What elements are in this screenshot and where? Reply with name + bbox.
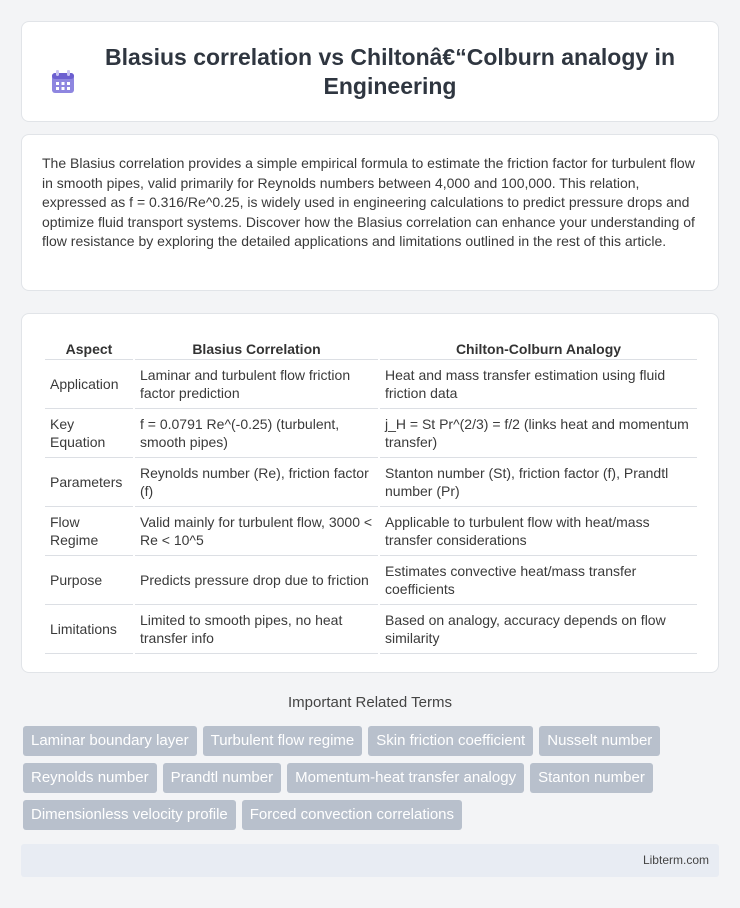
cell-chilton: Based on analogy, accuracy depends on flow similarity [380,605,697,654]
table-header-row [45,332,697,360]
table-row [45,556,697,605]
table-row [45,507,697,556]
related-term-tag[interactable]: Prandtl number [163,763,282,793]
table-row [45,458,697,507]
header-blasius: Blasius Correlation [135,332,378,360]
cell-blasius: Limited to smooth pipes, no heat transfer info [135,605,378,654]
cell-chilton: Applicable to turbulent flow with heat/mass transfer considerations [380,507,697,556]
comparison-card [21,313,719,673]
cell-blasius: f = 0.0791 Re^(-0.25) (turbulent, smooth pipes) [135,409,378,458]
cell-blasius: Laminar and turbulent flow friction factor prediction [135,360,378,409]
cell-chilton: Heat and mass transfer estimation using fluid friction data [380,360,697,409]
calendar-icon [50,69,76,95]
table-row [45,409,697,458]
related-term-tag[interactable]: Turbulent flow regime [203,726,363,756]
table-row [45,360,697,409]
cell-blasius: Reynolds number (Re), friction factor (f) [135,458,378,507]
cell-blasius: Predicts pressure drop due to friction [135,556,378,605]
title-card [21,21,719,122]
related-terms-list [23,726,723,830]
cell-aspect: Parameters [45,458,133,507]
related-term-tag[interactable]: Momentum-heat transfer analogy [287,763,524,793]
related-term-tag[interactable]: Nusselt number [539,726,660,756]
intro-card [21,134,719,291]
cell-aspect: Purpose [45,556,133,605]
table-row [45,605,697,654]
related-term-tag[interactable]: Dimensionless velocity profile [23,800,236,830]
cell-aspect: Limitations [45,605,133,654]
page-title: Blasius correlation vs Chiltonâ€“Colburn analogy in Engineering [105,43,675,99]
header-chilton-colburn: Chilton-Colburn Analogy [380,332,697,360]
related-terms-title: Important Related Terms [288,694,452,711]
footer-site-link[interactable]: Libterm.com [642,853,709,867]
cell-chilton: j_H = St Pr^(2/3) = f/2 (links heat and momentum transfer) [380,409,697,458]
cell-blasius: Valid mainly for turbulent flow, 3000 < Re < 10^5 [135,507,378,556]
cell-aspect: Key Equation [45,409,133,458]
cell-chilton: Stanton number (St), friction factor (f), Prandtl number (Pr) [380,458,697,507]
cell-aspect: Flow Regime [45,507,133,556]
related-term-tag[interactable]: Stanton number [530,763,653,793]
related-term-tag[interactable]: Forced convection correlations [242,800,462,830]
related-term-tag[interactable]: Skin friction coefficient [368,726,533,756]
intro-paragraph: The Blasius correlation provides a simple empirical formula to estimate the friction factor for turbulent flow in smooth pipes, valid primarily for Reynolds numbers between 4,000 and 100,000. This relation, expressed as f = 0.316/Re^0.25, is widely used in engineering calculations to predict pressure drops and optimize fluid transport systems. Discover how the Blasius correlation can enhance your understanding of flow resistance by exploring the detailed applications and limitations outlined in the rest of this article. [42,155,695,250]
related-term-tag[interactable]: Reynolds number [23,763,157,793]
comparison-table [43,332,699,654]
cell-chilton: Estimates convective heat/mass transfer coefficients [380,556,697,605]
header-aspect: Aspect [45,332,133,360]
title-wrap [50,43,690,101]
cell-aspect: Application [45,360,133,409]
footer [21,844,719,877]
related-term-tag[interactable]: Laminar boundary layer [23,726,197,756]
